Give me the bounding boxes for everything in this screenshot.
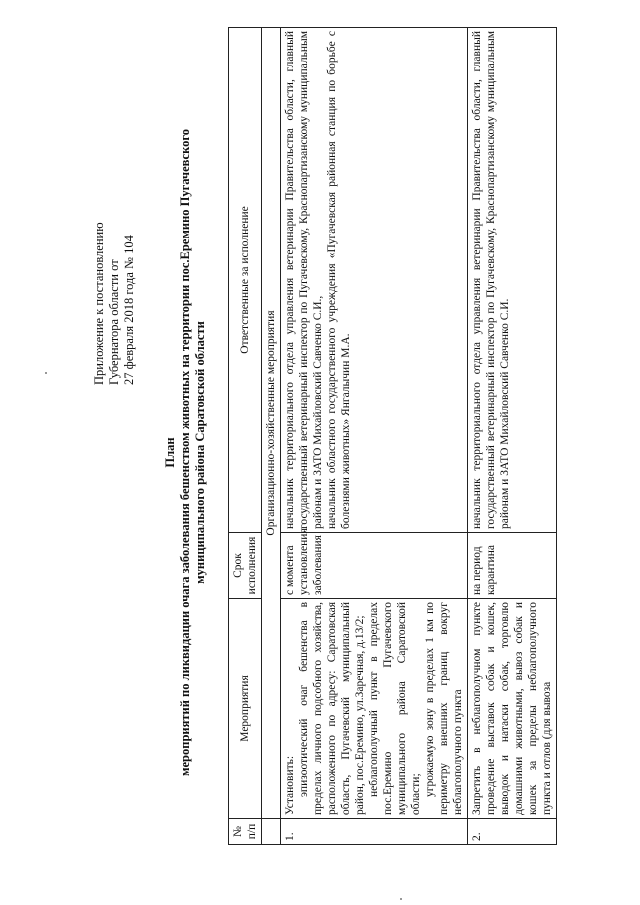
table-header-row (229, 28, 262, 845)
responsible-paragraph: начальник территориального отдела управления ветеринарии Правительства области, главный государственный ветеринарный инспектор по Пугачевскому, Краснопартизанскому муниципальным районам и ЗАТО Михайловский Савченко С.И. (471, 31, 511, 529)
title-line: мероприятий по ликвидации очага заболевания бешенством животных на территории пос.Еремино Пугачевского (178, 129, 192, 776)
row-activity (468, 599, 557, 819)
activity-paragraph: Запретить в неблагополучном пункте проведение выставок собак и кошек, выводок и натаски собак, торговлю домашними животными, вывоз собак и кошек за пределы неблагополучного пункта и отлов (для вывоза (471, 602, 553, 815)
row-num: 1. (281, 819, 468, 845)
title-line: План (163, 437, 177, 468)
row-responsible (281, 28, 468, 533)
row-activity (281, 599, 468, 819)
activity-paragraph: эпизоотический очаг бешенства в пределах личного подсобного хозяйства, расположенного по адресу: Саратовская область, Пугачевский муниципальный район, пос.Еремино, ул.Заречная, д.13/2; (298, 602, 366, 815)
responsible-paragraph: начальник территориального отдела управления ветеринарии Правительства области, главный государственный ветеринарный инспектор по Пугачевскому, Краснопартизанскому муниципальным районам и ЗАТО Михайловский Савченко С.И., (284, 31, 324, 529)
table-row (468, 28, 557, 845)
scan-speck (400, 898, 402, 900)
activity-paragraph: неблагополучный пункт в пределах пос.Еремино Пугачевского муниципального района Саратовской области; (368, 602, 422, 815)
table-row (281, 28, 468, 845)
section-num-cell (262, 819, 281, 845)
row-term: на период карантина (468, 533, 557, 599)
responsible-paragraph: начальник областного государственного учреждения «Пугачевская районная станция по борьбе с болезнями животных» Янгалычин М.А. (326, 31, 352, 529)
approval-line: Приложение к постановлению (92, 222, 106, 385)
header-num: № п/п (229, 819, 262, 845)
row-num: 2. (468, 819, 557, 845)
activity-paragraph: Установить: (284, 755, 296, 815)
plan-table (228, 27, 557, 845)
approval-line: 27 февраля 2018 года № 104 (122, 235, 136, 385)
section-title: Организационно-хозяйственные мероприятия (262, 28, 281, 819)
header-term: Срок исполнения (229, 533, 262, 599)
title-line: муниципального района Саратовской области (193, 321, 207, 584)
approval-note (92, 65, 137, 385)
section-row (262, 28, 281, 845)
row-responsible (468, 28, 557, 533)
document-title (163, 0, 208, 905)
header-responsible: Ответственные за исполнение (229, 28, 262, 533)
scan-speck (45, 372, 47, 374)
activity-paragraph: угрожаемую зону в пределах 1 км по периметру внешних границ вокруг неблагополучного пункта (424, 602, 464, 815)
approval-line: Губернатора области от (107, 259, 121, 385)
header-activity: Мероприятия (229, 599, 262, 819)
row-term: с момента установления заболевания (281, 533, 468, 599)
